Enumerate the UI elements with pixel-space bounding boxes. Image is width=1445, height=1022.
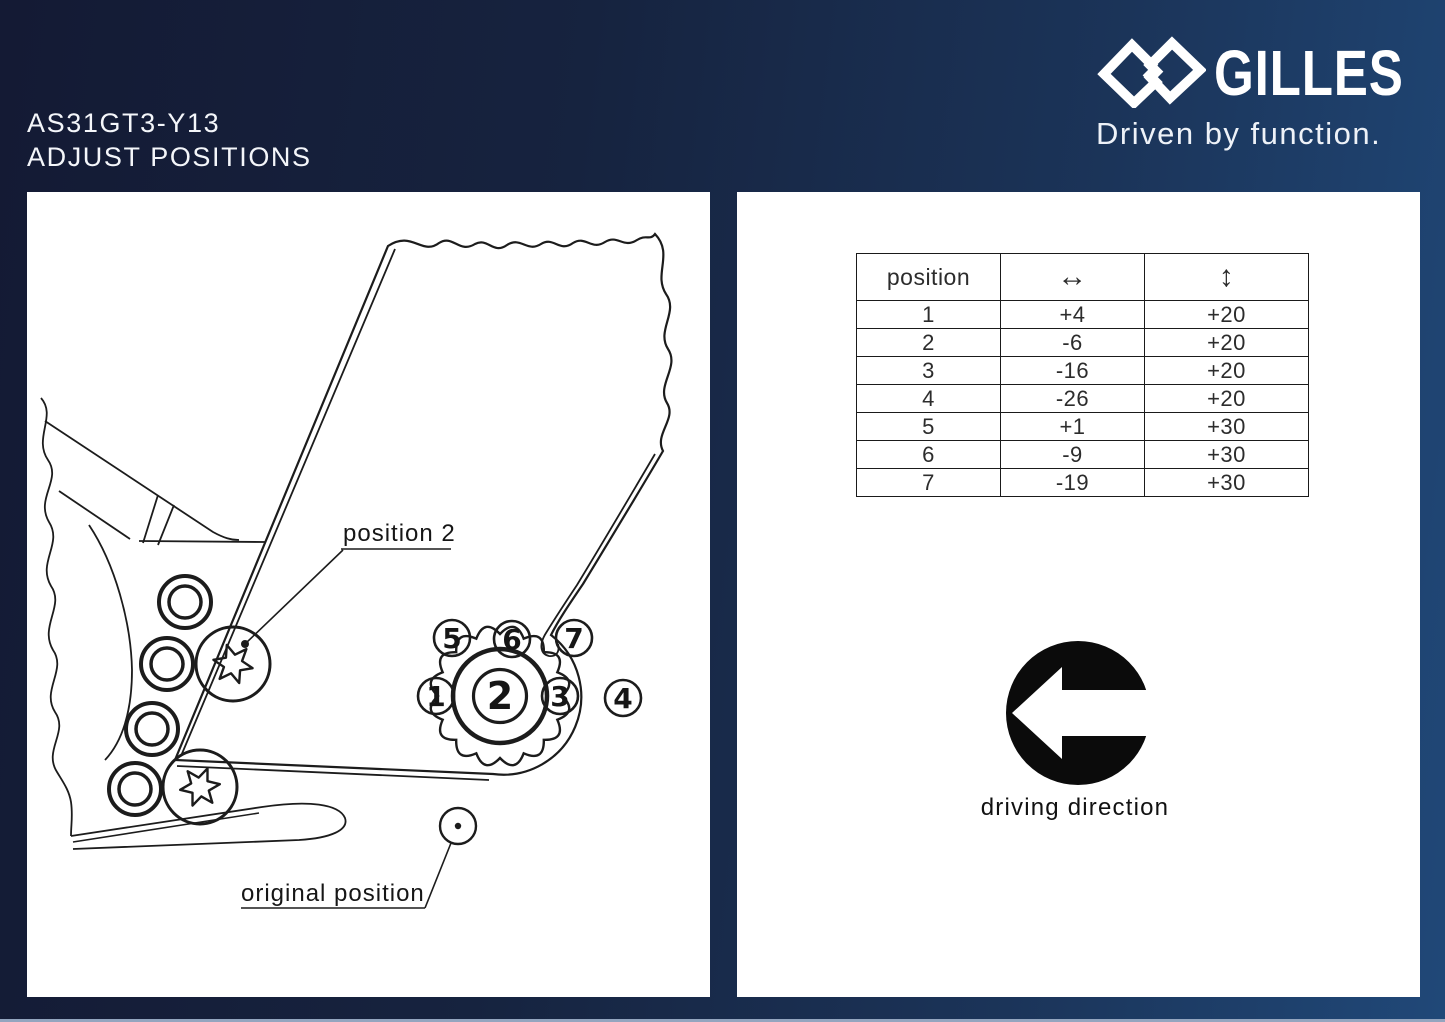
table-row <box>857 413 1309 441</box>
col-header-horizontal-arrow-icon: ↔ <box>1001 254 1145 301</box>
bracket-plate-outline <box>175 234 671 775</box>
table-cell: -26 <box>1001 385 1145 413</box>
table-cell: 3 <box>857 357 1001 385</box>
position-number-3: 3 <box>550 680 570 713</box>
table-cell: +20 <box>1145 329 1309 357</box>
brand-tagline: Driven by function. <box>1096 116 1382 151</box>
table-cell: +30 <box>1145 441 1309 469</box>
brand-name: GILLES <box>1214 37 1404 109</box>
table-cell: 6 <box>857 441 1001 469</box>
position-number-7: 7 <box>564 622 584 655</box>
title-block <box>27 106 312 174</box>
table-panel <box>737 192 1420 997</box>
brand-logo <box>1096 34 1422 152</box>
brand-row <box>1096 34 1422 108</box>
table-row <box>857 301 1309 329</box>
callout-position-2-label: position 2 <box>343 520 456 547</box>
adjust-positions-table <box>856 253 1309 497</box>
table-row <box>857 441 1309 469</box>
leader-dot <box>455 823 461 829</box>
position-number-1: 1 <box>426 680 446 713</box>
position-number-5: 5 <box>442 622 462 655</box>
position-number-4: 4 <box>613 682 633 715</box>
diagram-panel <box>27 192 710 997</box>
table-cell: 1 <box>857 301 1001 329</box>
foot-plate-outline <box>71 804 346 849</box>
table-header-row <box>857 254 1309 301</box>
table-row <box>857 329 1309 357</box>
product-code: AS31GT3-Y13 <box>27 108 221 138</box>
col-header-vertical-arrow-icon: ↕ <box>1145 254 1309 301</box>
table-cell: +4 <box>1001 301 1145 329</box>
foot-plate-inner-edge <box>73 813 259 842</box>
callout-original-label: original position <box>241 880 425 907</box>
table-cell: +30 <box>1145 469 1309 497</box>
table-cell: +20 <box>1145 301 1309 329</box>
torx-screw-upper <box>196 627 270 701</box>
callout-original-position <box>241 808 476 908</box>
table-row <box>857 357 1309 385</box>
frame-beam-tick <box>143 495 158 543</box>
table-cell: +20 <box>1145 357 1309 385</box>
diagonal-inner-edge <box>181 249 395 756</box>
table-cell: +30 <box>1145 413 1309 441</box>
frame-break-edge <box>41 398 72 836</box>
driving-direction-label: driving direction <box>980 794 1170 821</box>
rearset-diagram <box>27 192 710 997</box>
frame-beam-base <box>139 541 265 542</box>
leader-dot <box>241 640 249 648</box>
ring <box>126 703 178 755</box>
table-row <box>857 385 1309 413</box>
table-cell: -9 <box>1001 441 1145 469</box>
position-number-2: 2 <box>486 674 514 718</box>
table-cell: 7 <box>857 469 1001 497</box>
table-cell: +1 <box>1001 413 1145 441</box>
frame-beam-tick <box>158 505 174 545</box>
frame-beam-top <box>45 421 239 540</box>
ring <box>109 763 161 815</box>
gilles-logo-icon <box>1096 34 1206 108</box>
table-cell: +20 <box>1145 385 1309 413</box>
page-title: ADJUST POSITIONS <box>27 142 312 172</box>
bottom-inner-edge <box>177 766 489 780</box>
table-cell: -6 <box>1001 329 1145 357</box>
col-header-position: position <box>857 254 1001 301</box>
ring <box>159 576 211 628</box>
table-cell: -16 <box>1001 357 1145 385</box>
tube-inner-edge <box>541 454 655 656</box>
position-number-6: 6 <box>502 623 522 656</box>
driving-direction-icon <box>998 633 1158 793</box>
table-cell: -19 <box>1001 469 1145 497</box>
table-cell: 5 <box>857 413 1001 441</box>
table-row <box>857 469 1309 497</box>
frame-beam-bottom <box>59 491 130 539</box>
table-cell: 4 <box>857 385 1001 413</box>
ring <box>141 638 193 690</box>
table-cell: 2 <box>857 329 1001 357</box>
